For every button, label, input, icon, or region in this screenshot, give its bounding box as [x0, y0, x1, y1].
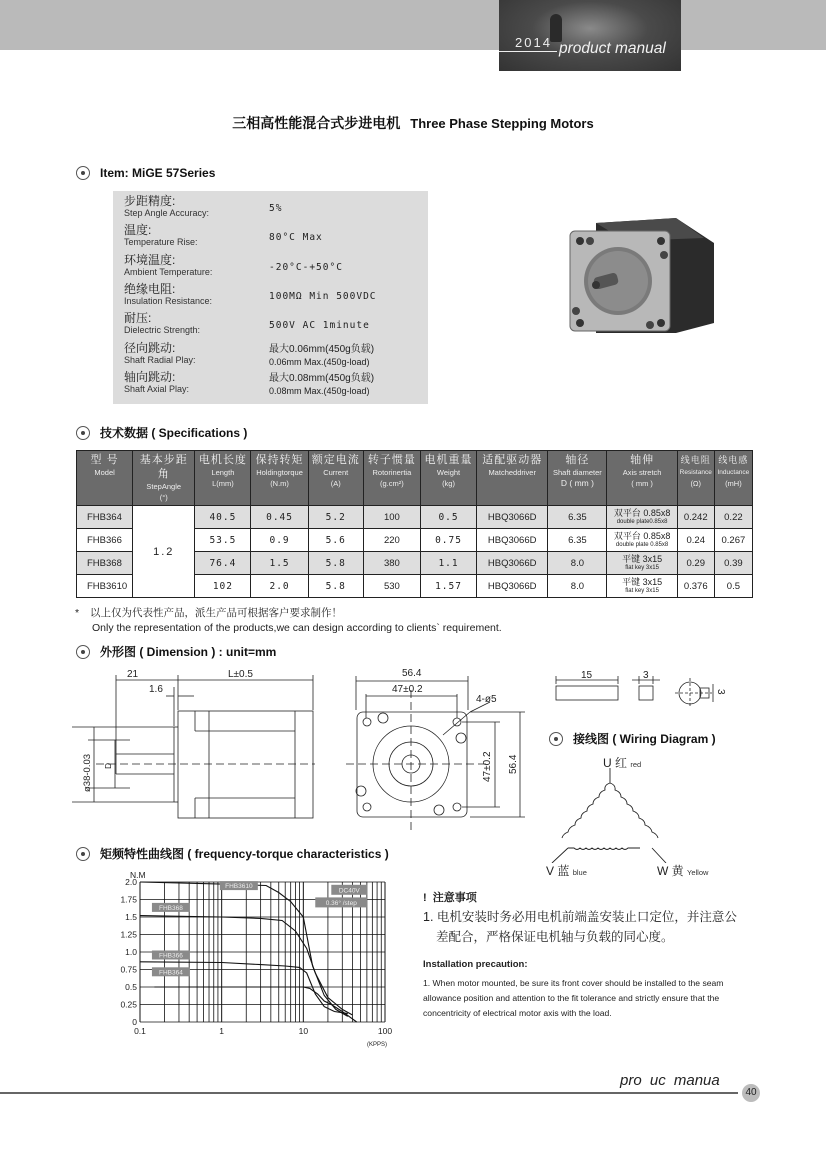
header-banner [499, 0, 681, 71]
motor-photo [566, 193, 716, 333]
spec-row [124, 342, 424, 371]
front-view [346, 676, 525, 834]
col-header: 轴径 Shaft diameter D ( mm ) [548, 451, 607, 506]
cell-current: 5.8 [308, 575, 363, 598]
col-header: 适配驱动器 Matcheddriver [477, 451, 548, 506]
cell-current: 5.6 [308, 529, 363, 552]
cell-weight: 1.1 [420, 552, 476, 575]
y-tick-label: 2.0 [125, 877, 137, 887]
cell-inertia: 100 [363, 506, 420, 529]
cell-driver: HBQ3066D [477, 575, 548, 598]
cell-model: FHB364 [77, 506, 133, 529]
cell-model: FHB368 [77, 552, 133, 575]
cell-torque: 1.5 [251, 552, 308, 575]
y-tick-label: 0 [132, 1017, 137, 1027]
cell-length: 76.4 [195, 552, 251, 575]
spec-value [269, 344, 374, 368]
series-label: FHB368 [159, 904, 183, 912]
x-tick-label: 0.1 [134, 1026, 146, 1036]
note-en: Only the representation of the products,we can design according to clients` requirement. [92, 622, 502, 634]
spec-label-cn: 步距精度: [124, 194, 176, 208]
spec-row [124, 283, 424, 312]
series-label: FHB366 [159, 952, 183, 960]
wiring-heading-text: 接线图 ( Wiring Diagram ) [573, 732, 716, 746]
specifications-heading [76, 424, 247, 441]
y-tick-label: 1.25 [120, 929, 137, 940]
cell-weight: 1.57 [420, 575, 476, 598]
header-rule [499, 51, 557, 52]
cell-inertia: 380 [363, 552, 420, 575]
dim-height: 56.4 [508, 754, 519, 774]
radio-bullet-icon [76, 645, 90, 659]
chart-heading-text: 矩频特性曲线图 ( frequency-torque characteristics ) [100, 847, 389, 861]
cell-axis: 平键 3x15 flat key 3x15 [607, 552, 677, 575]
cell-inductance: 0.22 [714, 506, 752, 529]
precaution-text-en: 1. When motor mounted, be sure its front cover should be installed to the seam allowance position and attention to the fit tolerance and strictly ensure that the concentricity of electrical motor axis with the load. [423, 978, 724, 1018]
dim-width: 56.4 [402, 668, 422, 679]
spec-label-en: Shaft Radial Play: [124, 355, 196, 365]
spec-value [269, 373, 374, 397]
y-tick-label: 1.5 [125, 912, 137, 922]
cell-step-angle: 1.2 [133, 506, 195, 598]
spec-label-en: Dielectric Strength: [124, 325, 201, 335]
cell-shaft: 6.35 [548, 506, 607, 529]
cell-shaft: 8.0 [548, 575, 607, 598]
cell-torque: 0.9 [251, 529, 308, 552]
x-tick-label: 1 [219, 1026, 225, 1036]
x-tick-label: 100 [377, 1026, 393, 1036]
cell-resistance: 0.376 [677, 575, 714, 598]
precaution-heading-cn: ! 注意事项 [423, 892, 477, 904]
chart-annotation: 0.36° /step [325, 899, 357, 907]
dim-shaft-d: D [103, 762, 113, 769]
col-header: 电机重量 Weight (kg) [420, 451, 476, 506]
cell-current: 5.8 [308, 552, 363, 575]
footer-text: pro uc manua [620, 1072, 720, 1089]
cell-model: FHB3610 [77, 575, 133, 598]
cell-current: 5.2 [308, 506, 363, 529]
spec-row [124, 312, 424, 341]
cell-weight: 0.75 [420, 529, 476, 552]
y-tick-label: 0.5 [125, 982, 137, 992]
cell-driver: HBQ3066D [477, 529, 548, 552]
side-view [72, 675, 315, 818]
spec-row [124, 195, 424, 224]
item-heading [76, 166, 215, 180]
cell-length: 53.5 [195, 529, 251, 552]
dim-21: 21 [127, 669, 139, 680]
cell-shaft: 8.0 [548, 552, 607, 575]
cell-weight: 0.5 [420, 506, 476, 529]
dim-hole-spacing-v: 47±0.2 [482, 751, 493, 782]
wiring-label-u: U 红 red [603, 756, 642, 770]
dim-holes: 4-ø5 [476, 694, 497, 705]
dim-length: L±0.5 [228, 669, 253, 680]
spec-label-cn: 耐压: [124, 311, 152, 325]
specifications-table [76, 450, 753, 598]
spec-value: 80°C Max [269, 232, 323, 243]
cell-inductance: 0.39 [714, 552, 752, 575]
chart-annotation: DC40V [338, 887, 360, 895]
note-cn: 以上仅为代表性产品，派生产品可根据客户要求制作！ [90, 607, 342, 619]
cell-torque: 2.0 [251, 575, 308, 598]
cell-model: FHB366 [77, 529, 133, 552]
page-title-en: Three Phase Stepping Motors [410, 116, 594, 131]
frequency-torque-chart [110, 864, 410, 1054]
radio-bullet-icon [549, 732, 563, 746]
cell-inductance: 0.5 [714, 575, 752, 598]
cell-length: 40.5 [195, 506, 251, 529]
dim-1-6: 1.6 [149, 684, 163, 695]
precaution-text-cn: 1. 电机安装时务必用电机前端盖安装止口定位，并注意公 差配合，严格保证电机轴与负载的同心度。 [423, 910, 737, 944]
specifications-heading-text: 技术数据 ( Specifications ) [100, 426, 248, 440]
col-header: 线电阻 Resistance (Ω) [677, 451, 714, 506]
page-title-cn: 三相高性能混合式步进电机 [232, 115, 401, 131]
col-header: 保持转矩 Holdingtorque (N.m) [251, 451, 308, 506]
wiring-label-v: V 蓝 blue [546, 864, 587, 878]
col-header: 轴伸 Axis stretch ( mm ) [607, 451, 677, 506]
spec-value-en: 0.06mm Max.(450g-load) [269, 357, 370, 367]
y-tick-label: 1.0 [125, 947, 137, 957]
series-label: FHB3610 [225, 883, 253, 891]
spec-label-en: Shaft Axial Play: [124, 384, 190, 394]
spec-value: 100MΩ Min 500VDC [269, 291, 377, 302]
dimension-heading [76, 643, 276, 660]
radio-bullet-icon [76, 426, 90, 440]
spec-label-en: Ambient Temperature: [124, 267, 213, 277]
spec-label-en: Step Angle Accuracy: [124, 208, 210, 218]
spec-value-cn: 最大0.08mm(450g负载) [269, 373, 375, 384]
page-number: 40 [742, 1084, 760, 1102]
key-drawing [550, 668, 730, 708]
header-product-manual: product manual [559, 40, 666, 57]
cell-driver: HBQ3066D [477, 552, 548, 575]
dim-dia38: ø38-0.03 [82, 753, 93, 792]
spec-row [124, 224, 424, 253]
radio-bullet-icon [76, 166, 90, 180]
y-tick-label: 1.75 [120, 894, 137, 905]
cell-resistance: 0.242 [677, 506, 714, 529]
table-header-row [77, 451, 753, 506]
spec-row [124, 254, 424, 283]
chart-heading [76, 845, 389, 862]
wiring-heading [549, 730, 716, 747]
spec-label-cn: 温度: [124, 223, 152, 237]
spec-value-cn: 最大0.06mm(450g负载) [269, 344, 375, 355]
precaution-section [423, 889, 758, 1021]
spec-value: 5% [269, 203, 283, 214]
spec-label-cn: 绝缘电阻: [124, 282, 176, 296]
cell-driver: HBQ3066D [477, 506, 548, 529]
y-axis-label: N.M [130, 870, 146, 880]
header-year: 2014 [515, 35, 552, 50]
page-title [0, 113, 826, 133]
cell-axis: 双平台 0.85x8 double plate0.85x8 [607, 506, 677, 529]
cell-axis: 双平台 0.85x8 double plate 0.85x8 [607, 529, 677, 552]
cell-shaft: 6.35 [548, 529, 607, 552]
precaution-heading-en: Installation precaution: [423, 959, 528, 970]
footer-rule [0, 1092, 738, 1094]
dimension-heading-text: 外形图 ( Dimension ) : unit=mm [100, 645, 277, 659]
col-header: 型 号 Model [77, 451, 133, 506]
x-axis-label: (KPPS) [366, 1042, 387, 1048]
col-header: 转子惯量 Rotorinertia (g.cm²) [363, 451, 420, 506]
wiring-label-w: W 黄 Yellow [657, 864, 709, 878]
cell-resistance: 0.29 [677, 552, 714, 575]
col-header: 线电感 Inductance (mH) [714, 451, 752, 506]
cell-torque: 0.45 [251, 506, 308, 529]
x-tick-label: 10 [298, 1026, 309, 1036]
cell-axis: 平键 3x15 flat key 3x15 [607, 575, 677, 598]
wiring-diagram [540, 768, 670, 863]
cell-length: 102 [195, 575, 251, 598]
radio-bullet-icon [76, 847, 90, 861]
table-row [77, 506, 753, 529]
general-specs-box [113, 191, 428, 404]
item-heading-text: Item: MiGE 57Series [100, 166, 216, 180]
spec-value: 500V AC 1minute [269, 320, 370, 331]
spec-label-cn: 轴向跳动: [124, 370, 176, 384]
col-header: 电机长度 Length L(mm) [195, 451, 251, 506]
dim-hole-spacing: 47±0.2 [392, 684, 423, 695]
spec-value: -20°C-+50°C [269, 262, 343, 273]
note-star: * [75, 607, 80, 619]
spec-label-en: Insulation Resistance: [124, 296, 213, 306]
spec-label-cn: 环境温度: [124, 253, 176, 267]
cell-inertia: 220 [363, 529, 420, 552]
cell-resistance: 0.24 [677, 529, 714, 552]
spec-note [75, 606, 502, 636]
col-header: 额定电流 Current (A) [308, 451, 363, 506]
dim-key-length: 15 [581, 670, 593, 681]
spec-value-en: 0.08mm Max.(450g-load) [269, 386, 370, 396]
dim-key-width: 3 [643, 670, 649, 681]
y-tick-label: 0.75 [120, 964, 137, 975]
dimension-drawing [70, 662, 540, 837]
series-label: FHB364 [159, 969, 183, 977]
spec-row [124, 371, 424, 400]
spec-label-cn: 径向跳动: [124, 341, 176, 355]
header-band [0, 0, 826, 50]
y-tick-label: 0.25 [120, 999, 137, 1010]
dim-key-height: 3 [715, 689, 726, 695]
spec-label-en: Temperature Rise: [124, 237, 198, 247]
cell-inductance: 0.267 [714, 529, 752, 552]
cell-inertia: 530 [363, 575, 420, 598]
col-header: 基本步距角 StepAngle (°) [133, 451, 195, 506]
